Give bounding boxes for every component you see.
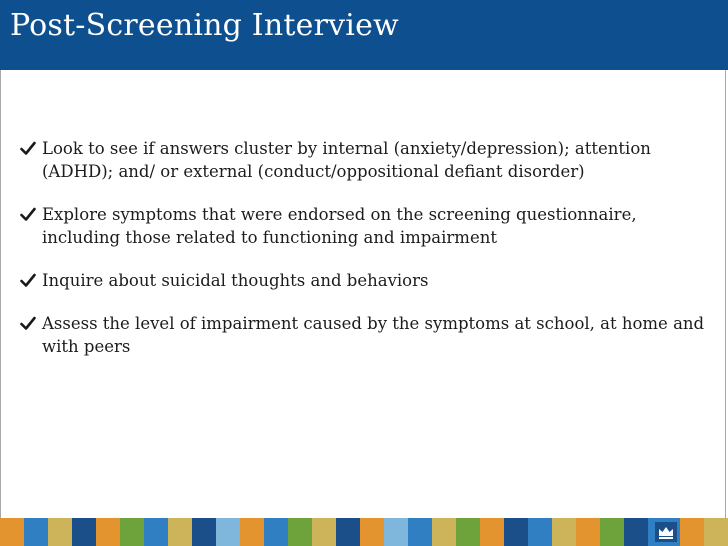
strip-block bbox=[456, 518, 480, 546]
strip-block bbox=[624, 518, 648, 546]
strip-block bbox=[552, 518, 576, 546]
bullet-item bbox=[20, 312, 710, 358]
strip-block bbox=[576, 518, 600, 546]
strip-block bbox=[680, 518, 704, 546]
bullet-text: Explore symptoms that were endorsed on the screening questionnaire, including those related to functioning and impairment bbox=[42, 205, 637, 247]
strip-block bbox=[264, 518, 288, 546]
bullet-item bbox=[20, 203, 710, 249]
strip-block bbox=[600, 518, 624, 546]
bullet-list bbox=[20, 137, 710, 378]
strip-block bbox=[288, 518, 312, 546]
strip-block bbox=[96, 518, 120, 546]
strip-block bbox=[48, 518, 72, 546]
strip-block bbox=[216, 518, 240, 546]
strip-block bbox=[24, 518, 48, 546]
strip-block bbox=[240, 518, 264, 546]
strip-block bbox=[336, 518, 360, 546]
checkmark-icon bbox=[20, 141, 36, 156]
checkmark-icon bbox=[20, 316, 36, 331]
strip-block bbox=[528, 518, 552, 546]
strip-block bbox=[312, 518, 336, 546]
strip-block bbox=[408, 518, 432, 546]
strip-block bbox=[120, 518, 144, 546]
bullet-text: Look to see if answers cluster by internal (anxiety/depression); attention (ADHD); and/ or external (conduct/oppositional defiant disorder) bbox=[42, 139, 651, 181]
checkmark-icon bbox=[20, 207, 36, 222]
strip-block bbox=[192, 518, 216, 546]
slide-title: Post-Screening Interview bbox=[10, 8, 399, 43]
checkmark-icon bbox=[20, 273, 36, 288]
bullet-text: Assess the level of impairment caused by the symptoms at school, at home and with peers bbox=[42, 314, 705, 356]
footer-color-strip bbox=[0, 518, 728, 546]
strip-block bbox=[704, 518, 728, 546]
strip-block bbox=[0, 518, 24, 546]
bullet-text: Inquire about suicidal thoughts and behaviors bbox=[42, 271, 429, 290]
bullet-item bbox=[20, 137, 710, 183]
strip-block bbox=[384, 518, 408, 546]
strip-block bbox=[168, 518, 192, 546]
title-bar bbox=[0, 0, 728, 70]
strip-block bbox=[72, 518, 96, 546]
strip-block bbox=[480, 518, 504, 546]
strip-block bbox=[432, 518, 456, 546]
strip-block bbox=[144, 518, 168, 546]
strip-block bbox=[504, 518, 528, 546]
crown-logo-icon bbox=[655, 522, 677, 542]
strip-block bbox=[360, 518, 384, 546]
bullet-item bbox=[20, 269, 710, 292]
